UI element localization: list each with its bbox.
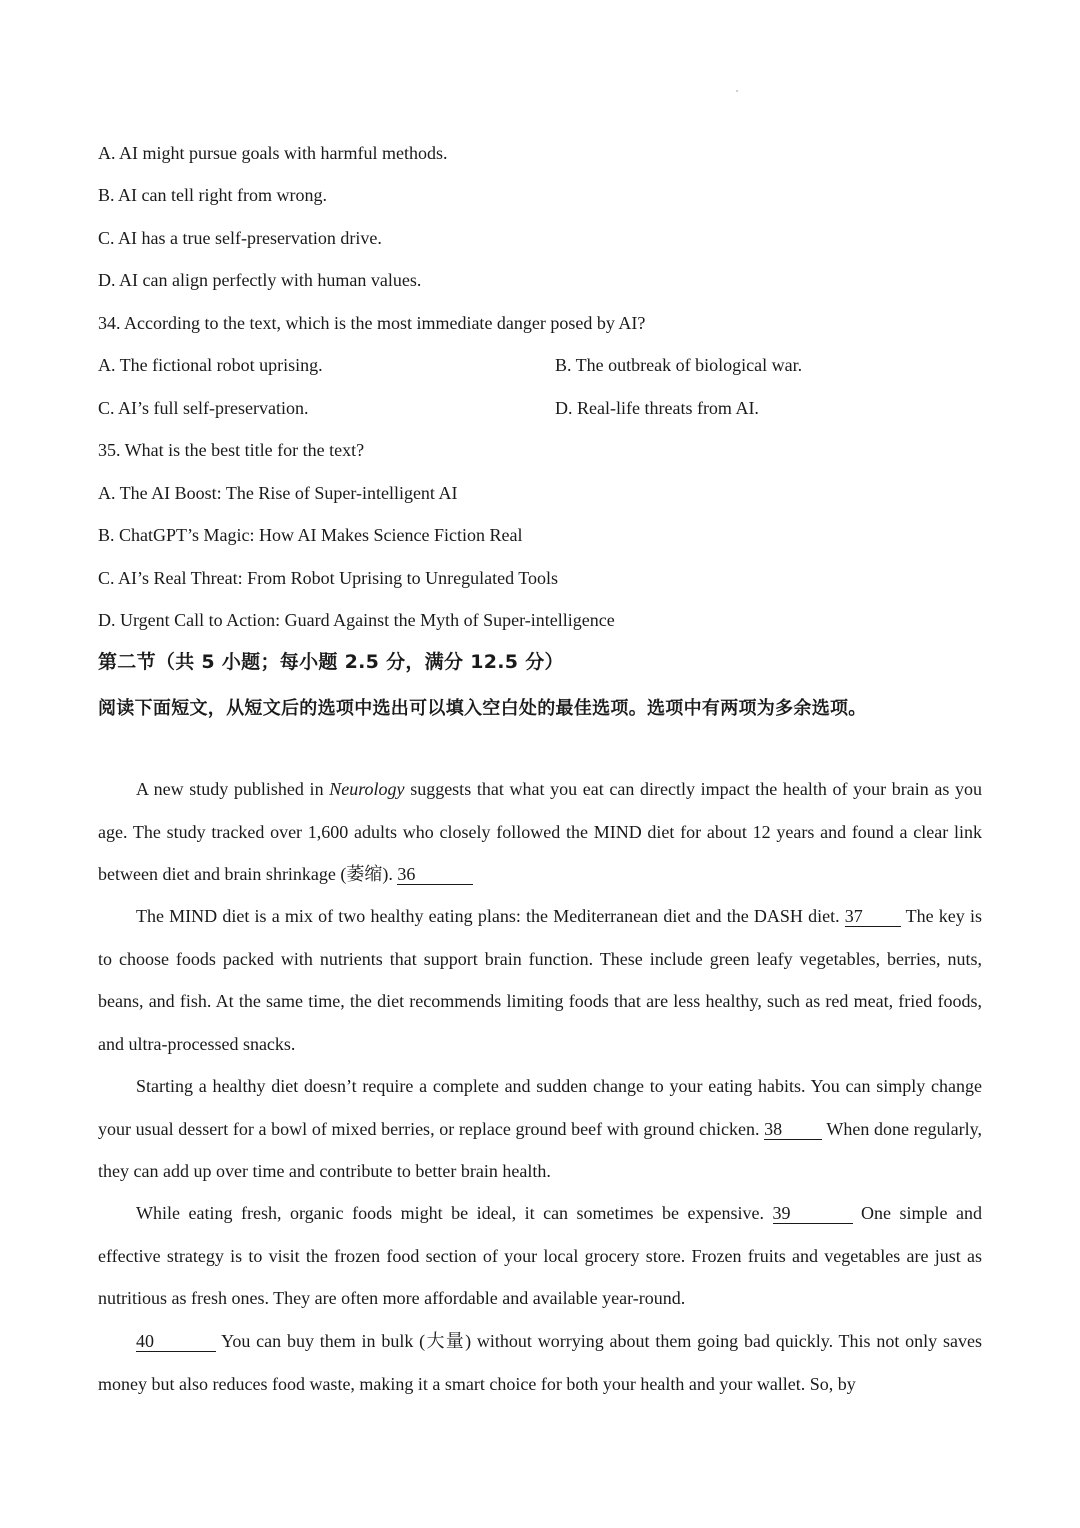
scan-speck [736, 90, 738, 92]
q34-stem: 34. According to the text, which is the most immediate danger posed by AI? [98, 313, 646, 333]
q34-option-d: D. Real-life threats from AI. [555, 398, 759, 418]
q34-option-b: B. The outbreak of biological war. [555, 355, 803, 375]
passage-paragraph-5: 40 You can buy them in bulk (大量) without worrying about them going bad quickly. This not only saves money but also reduces food waste, making it a smart choice for both your health and your wallet. So, by [98, 1331, 982, 1394]
q33-option-b: B. AI can tell right from wrong. [98, 185, 327, 205]
blank-40: 40 [136, 1331, 216, 1352]
blank-36: 36 [397, 864, 473, 885]
q35-option-d: D. Urgent Call to Action: Guard Against the Myth of Super-intelligence [98, 610, 615, 630]
q35-stem: 35. What is the best title for the text? [98, 440, 365, 460]
section-heading: 第二节（共 5 小题；每小题 2.5 分，满分 12.5 分） [98, 651, 564, 673]
blank-39: 39 [773, 1203, 853, 1224]
journal-name: Neurology [329, 779, 405, 799]
q35-option-a: A. The AI Boost: The Rise of Super-intelligent AI [98, 483, 458, 503]
q33-option-c: C. AI has a true self-preservation drive. [98, 228, 382, 248]
q35-option-b: B. ChatGPT’s Magic: How AI Makes Science Fiction Real [98, 525, 523, 545]
passage-paragraph-3: Starting a healthy diet doesn’t require a complete and sudden change to your eating habits. You can simply change your usual dessert for a bowl of mixed berries, or replace ground beef with ground chicken. 38 When done regularly, they can add up over time and contribute to better brain health. [98, 1076, 982, 1181]
passage-paragraph-1: A new study published in Neurology suggests that what you eat can directly impact the health of your brain as you age. The study tracked over 1,600 adults who closely followed the MIND diet for about 12 years and found a clear link between diet and brain shrinkage (萎缩). 36 [98, 779, 983, 884]
q34-option-a: A. The fictional robot uprising. [98, 355, 323, 375]
q33-option-d: D. AI can align perfectly with human values. [98, 270, 422, 290]
passage-paragraph-4: While eating fresh, organic foods might be ideal, it can sometimes be expensive. 39 One simple and effective strategy is to visit the frozen food section of your local grocery store. Frozen fruits and vegetables are just as nutritious as fresh ones. They are often more affordable and available year-round. [98, 1203, 982, 1308]
q33-option-a: A. AI might pursue goals with harmful methods. [98, 143, 448, 163]
q35-option-c: C. AI’s Real Threat: From Robot Uprising to Unregulated Tools [98, 568, 559, 588]
blank-38: 38 [764, 1119, 822, 1140]
blank-37: 37 [845, 906, 901, 927]
document-page [98, 0, 982, 1528]
section-instructions: 阅读下面短文，从短文后的选项中选出可以填入空白处的最佳选项。选项中有两项为多余选项。 [98, 698, 867, 719]
q34-option-c: C. AI’s full self-preservation. [98, 398, 309, 418]
passage-paragraph-2: The MIND diet is a mix of two healthy eating plans: the Mediterranean diet and the DASH diet. 37 The key is to choose foods packed with nutrients that support brain function. These include green leafy vegetables, berries, nuts, beans, and fish. At the same time, the diet recommends limiting foods that are less healthy, such as red meat, fried foods, and ultra-processed snacks. [98, 906, 982, 1054]
